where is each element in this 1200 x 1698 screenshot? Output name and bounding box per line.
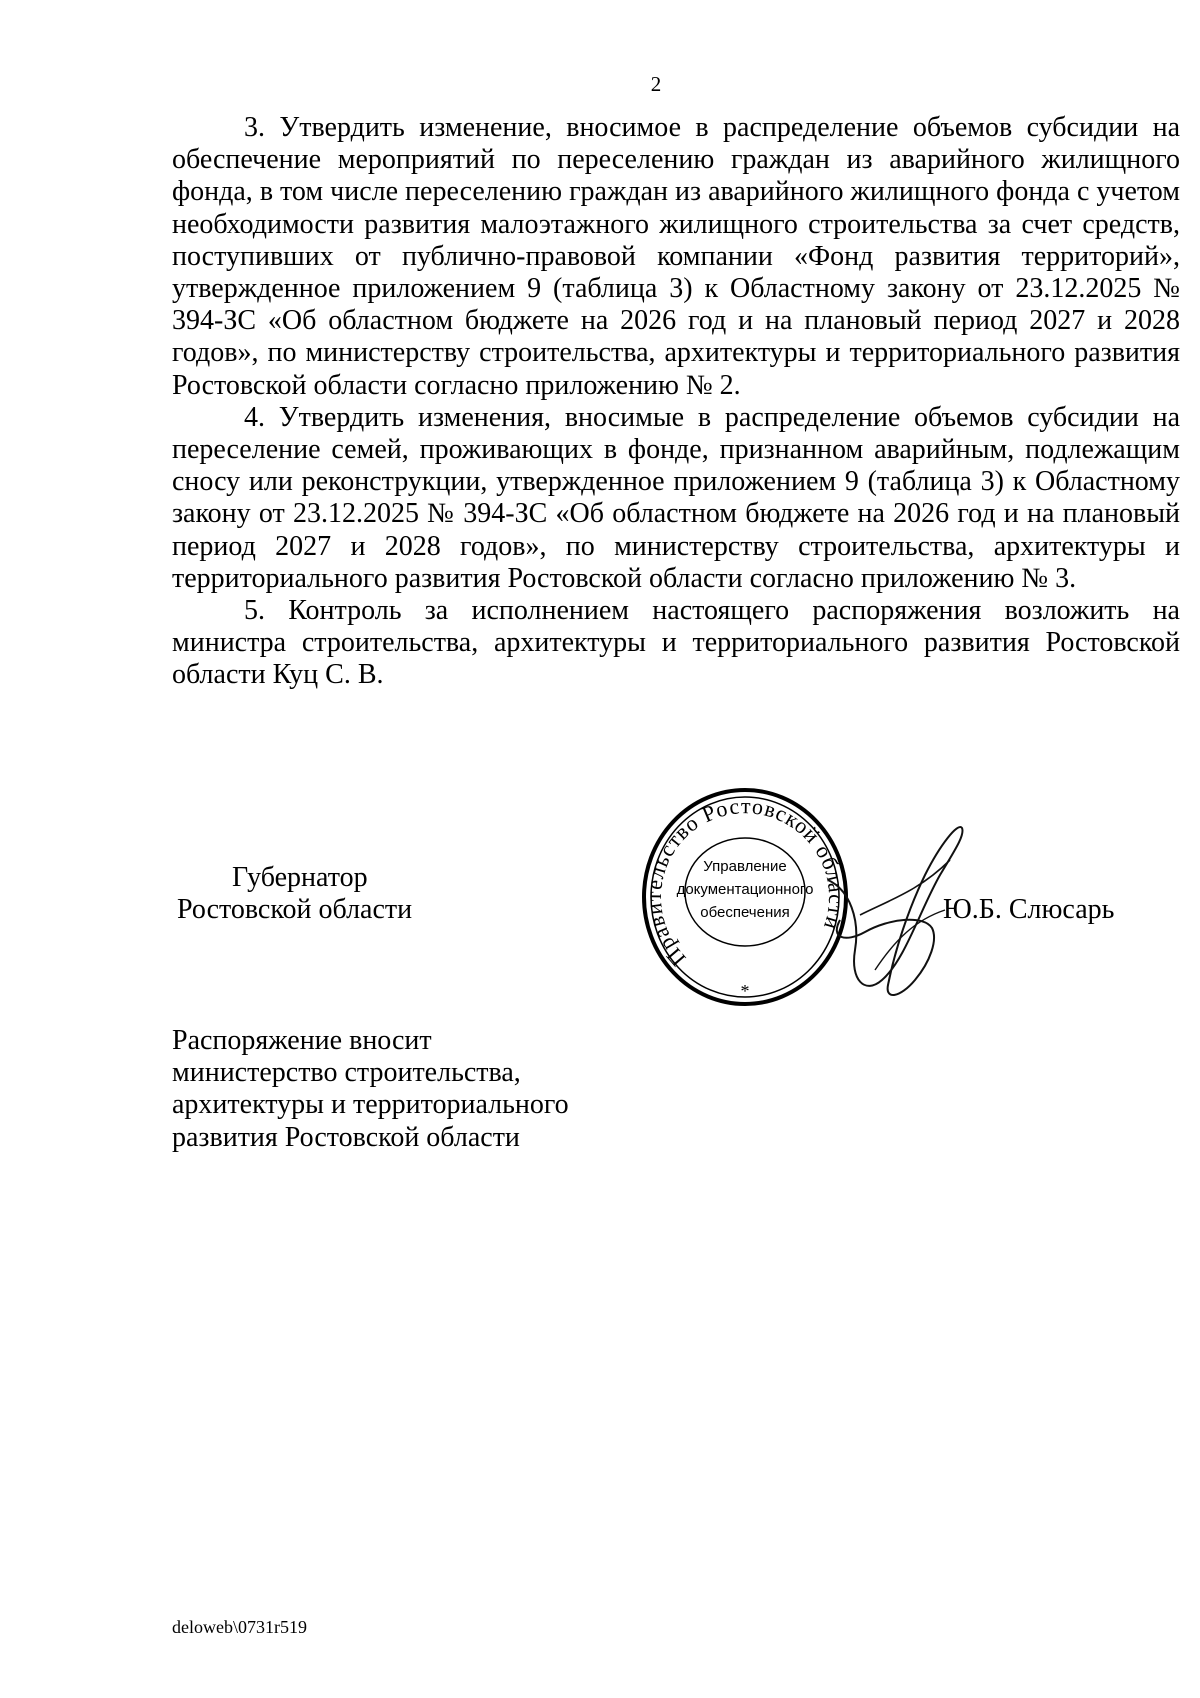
submitter-line-2: министерство строительства, [172,1057,521,1089]
seal-center-line-3: обеспечения [700,904,790,921]
seal-ring-text: Правительство Ростовской области [640,793,850,972]
seal-center-line-2: документационного [676,881,814,898]
official-seal [640,785,850,1015]
document-body [172,112,1180,692]
document-code: deloweb\0731r519 [172,1617,307,1637]
paragraph-4: 4. Утвердить изменения, вносимые в распределение объемов субсидии на переселение семей, проживающих в фонде, признанном аварийным, подлежащим сносу или реконструкции, утвержденное приложением 9 (таблица 3) к Областному закону от 23.12.2025 № 394-ЗС «Об областном бюджете на 2026 год и на плановый период 2027 и 2028 годов», по министерству строительства, архитектуры и территориального развития Ростовской области согласно приложению № 3. [172,401,1180,594]
submitter-line-3: архитектуры и территориального [172,1089,569,1121]
position-line-2: Ростовской области [177,894,413,926]
page-number: 2 [650,72,662,96]
submitter-line-4: развития Ростовской области [172,1121,520,1153]
signatory-position [172,862,472,926]
submitter-block [172,1025,672,1154]
paragraph-5: 5. Контроль за исполнением настоящего распоряжения возложить на министра строительства, архитектуры и территориального развития Ростовской области Куц С. В. [172,595,1180,691]
seal-star: * [740,981,750,1001]
signatory-name: Ю.Б. Слюсарь [943,894,1115,925]
paragraph-3: 3. Утвердить изменение, вносимое в распределение объемов субсидии на обеспечение мероприятий по переселению граждан из аварийного жилищного фонда, в том числе переселению граждан из аварийного жилищного фонда с учетом необходимости развития малоэтажного жилищного строительства за счет средств, поступивших от публично-правовой компании «Фонд развития территорий», утвержденное приложением 9 (таблица 3) к Областному закону от 23.12.2025 № 394-ЗС «Об областном бюджете на 2026 год и на плановый период 2027 и 2028 годов», по министерству строительства, архитектуры и территориального развития Ростовской области согласно приложению № 2. [172,112,1180,401]
position-line-1: Губернатор [232,862,368,893]
submitter-line-1: Распоряжение вносит [172,1025,432,1056]
seal-center-line-1: Управление [703,858,787,875]
